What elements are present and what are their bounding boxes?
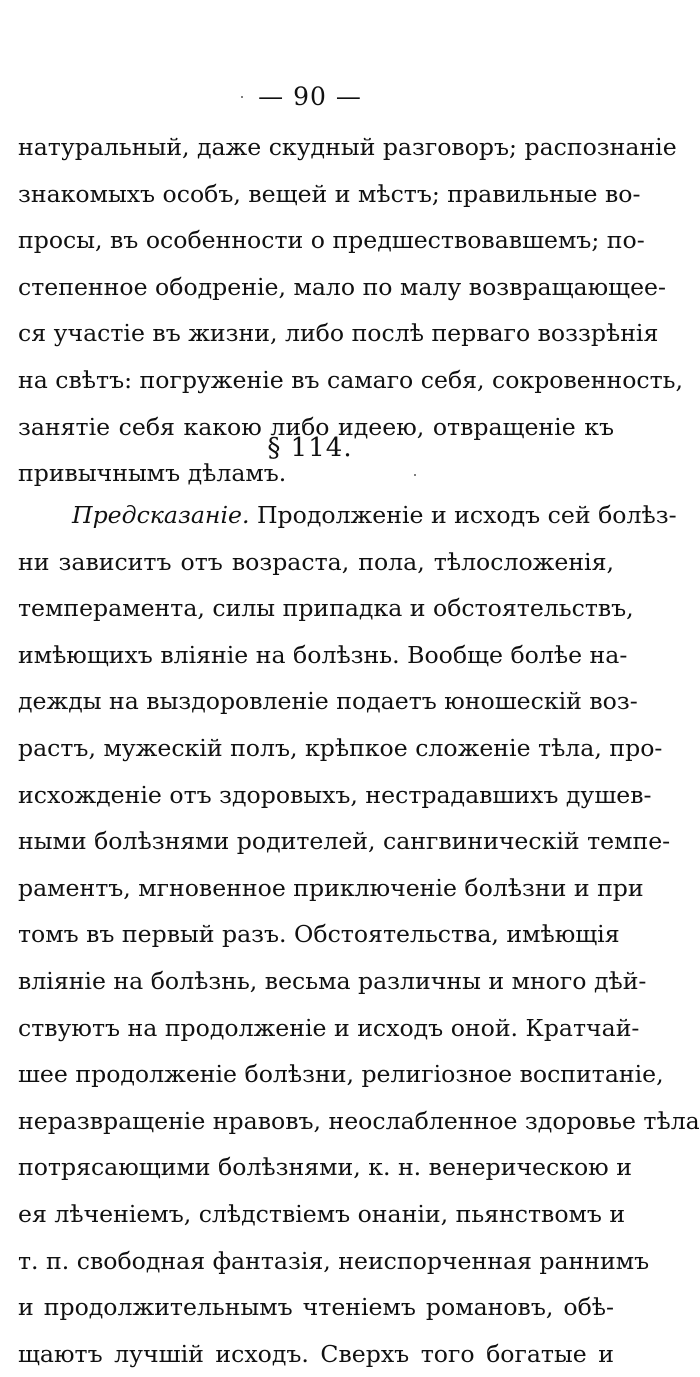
text-line: исхожденіе отъ здоровыхъ, нестрадавшихъ душев- [18,780,652,809]
text-line: занятіе себя какою либо идеею, отвращеніе къ [18,412,614,441]
text-line: степенное ободреніе, мало по малу возвращающее- [18,272,666,301]
page-number: — 90 — [258,82,362,111]
text-line: просы, въ особенности о предшествовавшемъ; по- [18,226,645,255]
section-heading: § 114. [267,433,353,463]
text-line: ни зависитъ отъ возраста, пола, тѣлосложенія, [18,547,614,576]
text-line: натуральный, даже скудный разговоръ; распознаніе [18,133,677,161]
text-line: привычнымъ дѣламъ. [18,459,287,488]
text-line: растъ, мужескій полъ, крѣпкое сложеніе тѣла, про- [18,733,663,762]
text-line: на свѣтъ: погруженіе въ самаго себя, сокровенность, [18,365,684,394]
text-line: вліяніе на болѣзнь, весьма различны и много дѣй- [18,966,647,995]
text-line: ными болѣзнями родителей, сангвиническій темпе- [18,827,671,856]
text-line: томъ въ первый разъ. Обстоятельства, имѣющія [18,920,620,949]
text-line: шее продолженіе болѣзни, религіозное воспитаніе, [18,1060,664,1089]
text-line: имѣющихъ вліяніе на болѣзнь. Вообще болѣе на- [18,640,628,669]
text-line: знакомыхъ особъ, вещей и мѣстъ; правильные во- [18,179,641,208]
text-line: и продолжительнымъ чтеніемъ романовъ, обѣ- [18,1293,614,1322]
text-line: т. п. свободная фантазія, неиспорченная раннимъ [18,1246,650,1275]
text-line: темперамента, силы припадка и обстоятельствъ, [18,594,634,623]
text-line-rest: Продолженіе и исходъ сей болѣз- [249,501,677,529]
text-line-first [18,492,677,539]
text-line: щаютъ лучшій исходъ. Сверхъ того богатые и [18,1339,614,1368]
text-line: ея лѣченіемъ, слѣдствіемъ онаніи, пьянствомъ и [18,1199,626,1228]
paragraph-prognosis [18,492,700,1377]
text-line: потрясающими болѣзнями, к. н. венерическою и [18,1153,632,1182]
text-line: ствуютъ на продолженіе и исходъ оной. Кратчай- [18,1013,640,1042]
text-line: раментъ, мгновенное приключеніе болѣзни и при [18,873,644,902]
run-in-heading: Предсказаніе. [72,501,250,529]
text-line: дежды на выздоровленіе подаетъ юношескій воз- [18,687,638,716]
text-line: ся участіе въ жизни, либо послѣ перваго воззрѣнія [18,319,659,348]
text-line: неразвращеніе нравовъ, неослабленное здоровье тѣла [18,1106,700,1135]
